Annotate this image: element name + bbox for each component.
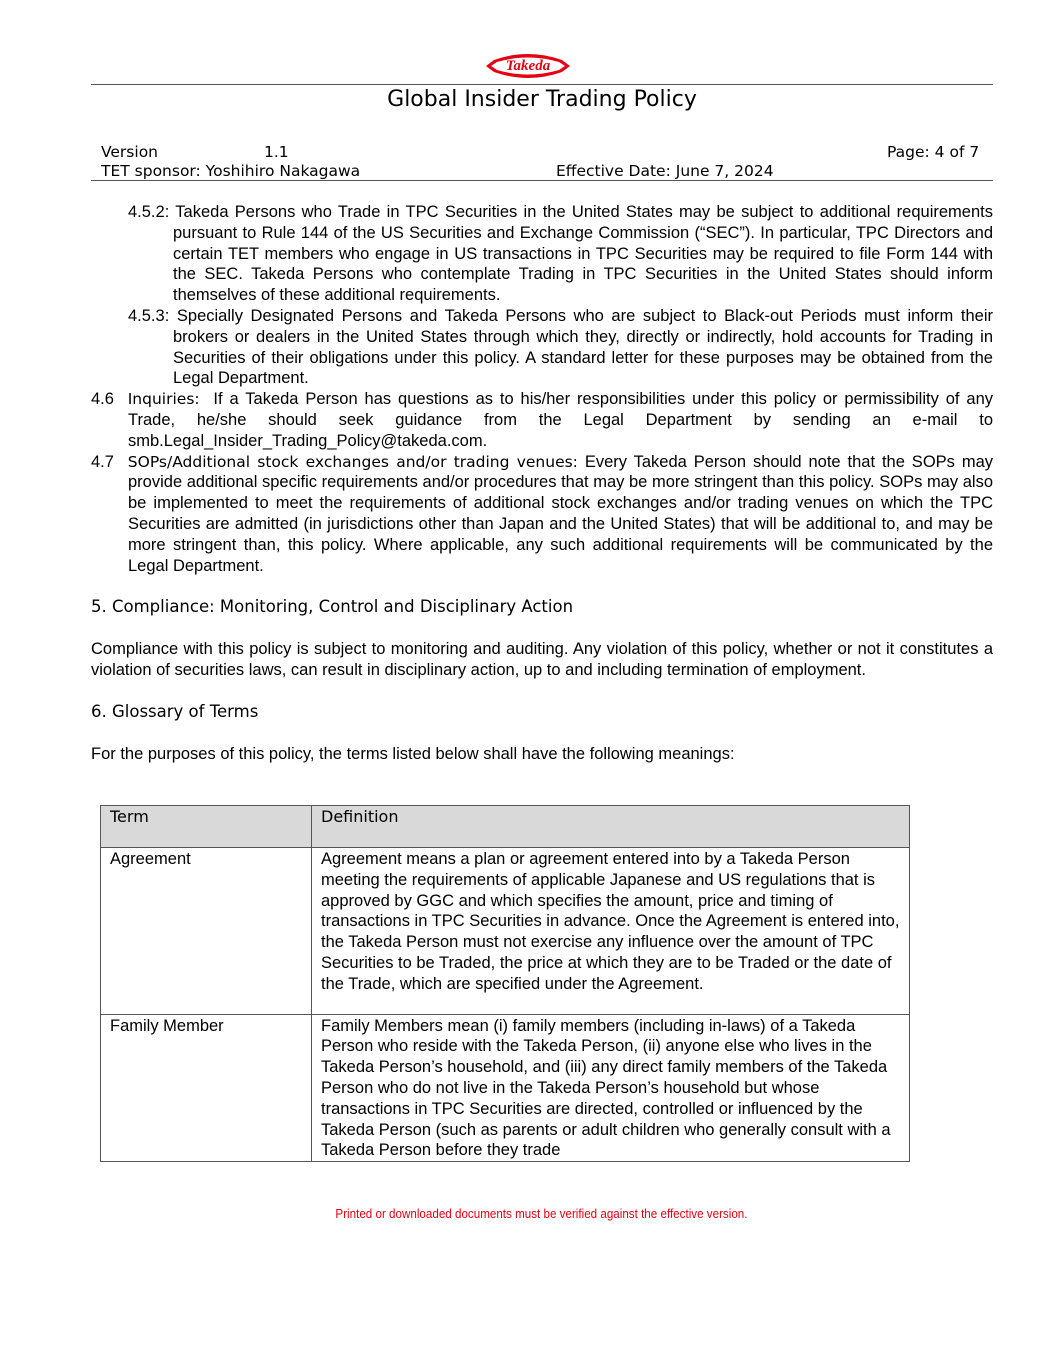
section-text: Every Takeda Person should note that the SOPs may provide additional specific requirements and/or procedures that may be more stringent than this policy. SOPs may also be implemented to meet the requirements of additional stock exchanges and/or trading venues on which the TPC Securities are admitted (in jurisdictions other than Japan and the United States) that will be additional to, and may be more stringent than, this policy. Where applicable, any such additional requirements will be communicated by the Legal Department. — [128, 452, 993, 575]
table-header-row — [101, 806, 910, 848]
section-6-heading: 6. Glossary of Terms — [91, 701, 259, 721]
version-value: 1.1 — [264, 143, 289, 161]
section-number: 4.7 — [91, 452, 114, 471]
section-number: 4.5.2: — [128, 203, 170, 221]
column-header-definition: Definition — [312, 806, 910, 848]
definition-cell: Family Members mean (i) family members (including in-laws) of a Takeda Person who reside with the Takeda Person, (ii) anyone else who lives in the Takeda Person’s household, and (iii) any direct family members of the Takeda Person who do not live in the Takeda Person’s household but whose transactions in TPC Securities are directed, controlled or influenced by the Takeda Person (such as parents or adult children who generally consult with a Takeda Person before they trade — [312, 1014, 910, 1162]
tet-sponsor: TET sponsor: Yoshihiro Nakagawa — [101, 162, 361, 180]
section-4-5-2 — [91, 202, 993, 306]
section-heading: Inquiries: — [127, 390, 200, 409]
header-top-rule — [91, 84, 993, 85]
section-number: 4.6 — [91, 390, 114, 409]
section-text: Specially Designated Persons and Takeda Persons who are subject to Black-out Periods must inform their brokers or dealers in the United States through which they, directly or indirectly, hold accounts for Trading in Securities of their obligations under this policy. A standard letter for these purposes may be obtained from the Legal Department. — [173, 306, 993, 388]
version-label: Version — [101, 143, 158, 161]
section-text: If a Takeda Person has questions as to his/her responsibilities under this policy or permissibility of any Trade, he/she should seek guidance from the Legal Department by sending an e-mail to smb.Legal_Insider_Trading_Policy@takeda.com. — [128, 390, 993, 450]
document-title: Global Insider Trading Policy — [387, 87, 697, 112]
column-header-term: Term — [101, 806, 312, 848]
section-5-text: Compliance with this policy is subject to monitoring and auditing. Any violation of this policy, whether or not it constitutes a violation of securities laws, can result in disciplinary action, up to and including termination of employment. — [91, 640, 993, 679]
definition-cell: Agreement means a plan or agreement entered into by a Takeda Person meeting the requirements of applicable Japanese and US regulations that is approved by GGC and which specifies the amount, price and timing of transactions in TPC Securities in advance. Once the Agreement is entered into, the Takeda Person must not exercise any influence over the amount of TPC Securities to be Traded, the price at which they are to be Traded or the date of the Trade, which are specified under the Agreement. — [312, 848, 910, 1015]
glossary-intro: For the purposes of this policy, the terms listed below shall have the following meanings: — [91, 744, 735, 763]
header-bottom-rule — [91, 180, 993, 181]
section-number: 4.5.3: — [128, 306, 170, 325]
term-cell: Agreement — [101, 848, 312, 1015]
section-5-heading: 5. Compliance: Monitoring, Control and Disciplinary Action — [91, 597, 574, 617]
effective-date: Effective Date: June 7, 2024 — [556, 162, 774, 180]
section-text: Takeda Persons who Trade in TPC Securities in the United States may be subject to additional requirements pursuant to Rule 144 of the US Securities and Exchange Commission (“SEC”). In particular, TPC Directors and certain TET members who engage in US transactions in TPC Securities may be required to file Form 144 with the SEC. Takeda Persons who contemplate Trading in TPC Securities in the United States should inform themselves of these additional requirements. — [173, 203, 993, 305]
page-number: Page: 4 of 7 — [887, 143, 980, 161]
takeda-logo — [484, 52, 572, 80]
term-cell: Family Member — [101, 1014, 312, 1162]
glossary-table — [100, 805, 910, 1162]
section-4-5-3 — [91, 306, 993, 389]
section-4-7 — [91, 452, 993, 577]
logo-wordmark: Takeda — [505, 58, 551, 74]
section-4-6 — [91, 389, 993, 451]
table-row — [101, 1014, 910, 1162]
print-notice: Printed or downloaded documents must be verified against the effective version. — [335, 1207, 748, 1221]
section-heading: SOPs/Additional stock exchanges and/or trading venues: — [127, 452, 578, 471]
table-row — [101, 848, 910, 1015]
document-body — [91, 202, 993, 764]
